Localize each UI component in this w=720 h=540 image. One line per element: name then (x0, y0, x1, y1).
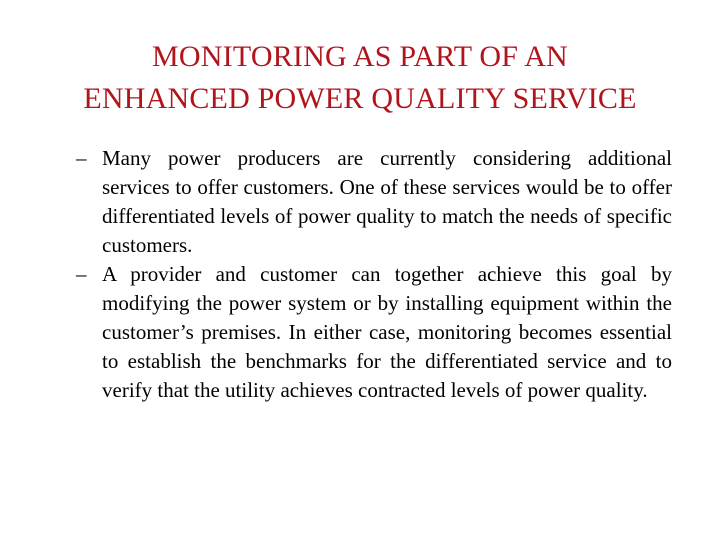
bullet-text: A provider and customer can together achieve this goal by modifying the power system or by installing equipment within the customer’s premises. In either case, monitoring becomes essential to establish the benchmarks for the differentiated service and to verify that the utility achieves contracted levels of power quality. (102, 262, 672, 402)
bullet-list (76, 144, 672, 405)
bullet-dash-marker: – (76, 146, 87, 170)
bullet-item (76, 260, 672, 405)
bullet-text: Many power producers are currently considering additional services to offer customers. One of these services would be to offer differentiated levels of power quality to match the needs of specific customers. (102, 146, 672, 257)
bullet-item (76, 144, 672, 260)
bullet-dash-marker: – (76, 262, 87, 286)
slide-title-line-1: MONITORING AS PART OF AN (152, 40, 568, 73)
slide-title-line-2: ENHANCED POWER QUALITY SERVICE (83, 82, 637, 115)
slide-title (20, 36, 700, 120)
